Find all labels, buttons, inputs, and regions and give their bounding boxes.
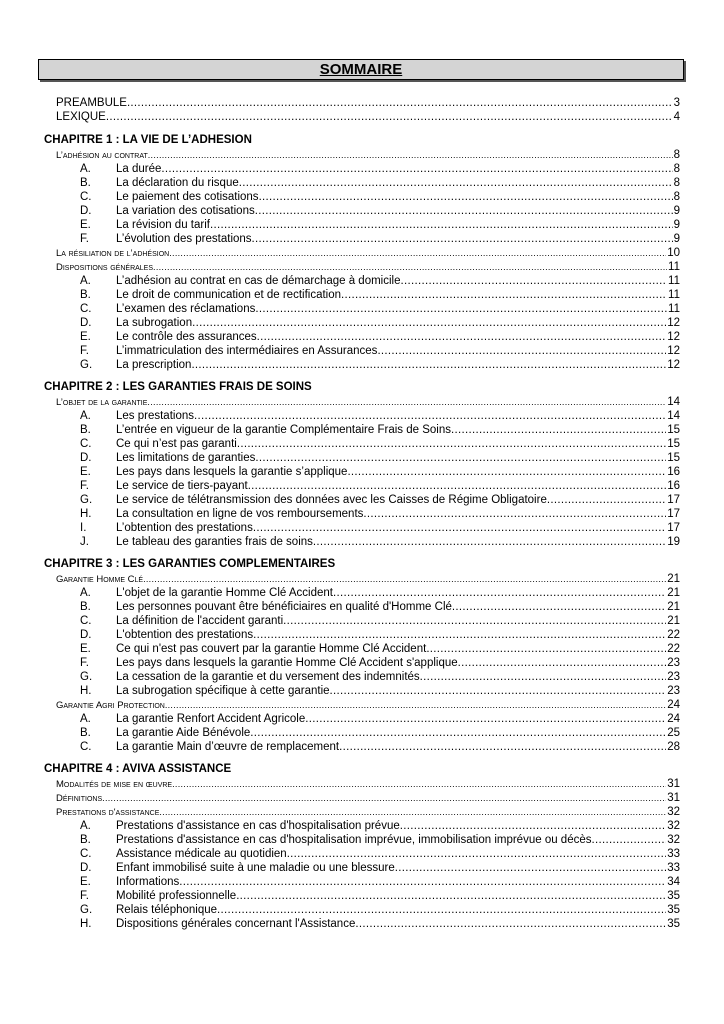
dot-leader (341, 289, 667, 303)
toc-page-number: 23 (667, 656, 680, 669)
dot-leader (255, 452, 666, 466)
toc-label: Les prestations (116, 409, 194, 422)
chapter-heading: CHAPITRE 1 : LA VIE DE L’ADHESION (44, 134, 252, 146)
toc-page-number: 22 (667, 642, 680, 655)
dot-leader (127, 97, 673, 111)
toc-item-letter: A. (80, 586, 91, 599)
toc-label: Le paiement des cotisations (116, 190, 259, 203)
toc-page-number: 8 (673, 176, 680, 189)
toc-label: Dispositions générales (56, 261, 154, 273)
toc-page-number: 21 (667, 600, 680, 613)
dot-leader (257, 331, 667, 345)
dot-leader (458, 657, 667, 671)
toc-item[interactable] (0, 316, 680, 330)
toc-page-number: 16 (667, 479, 680, 492)
dot-leader (191, 359, 666, 373)
toc-item-letter: I. (80, 521, 87, 534)
toc-label: Les personnes pouvant être bénéficiaires en qualité d'Homme Clé (116, 600, 452, 613)
toc-section[interactable] (0, 572, 680, 586)
toc-item[interactable] (0, 274, 680, 288)
toc-item-letter: F. (80, 479, 89, 492)
dot-leader (172, 778, 666, 792)
toc-section[interactable] (0, 805, 680, 819)
toc-label: L’examen des réclamations (116, 302, 256, 315)
dot-leader (106, 111, 673, 125)
toc-label: La durée (116, 162, 162, 175)
toc-section[interactable] (0, 698, 680, 712)
toc-item-letter: E. (80, 642, 91, 655)
toc-page-number: 12 (667, 330, 680, 343)
dot-leader (347, 466, 666, 480)
dot-leader (255, 303, 667, 317)
toc-item-letter: B. (80, 833, 91, 846)
toc-section[interactable] (0, 148, 680, 162)
toc-page-number: 9 (673, 232, 680, 245)
toc-label: La garantie Main d’œuvre de remplacement (116, 740, 340, 753)
toc-label: Les pays dans lesquels la garantie s’applique (116, 465, 348, 478)
dot-leader (547, 494, 666, 508)
toc-label: La cessation de la garantie et du versement des indemnités (116, 670, 420, 683)
toc-item[interactable] (0, 493, 680, 507)
dot-leader (239, 177, 673, 191)
toc-page-number: 17 (667, 521, 680, 534)
dot-leader (305, 713, 666, 727)
toc-item-letter: C. (80, 614, 92, 627)
toc-label: L’entrée en vigueur de la garantie Complémentaire Frais de Soins (116, 423, 451, 436)
toc-item[interactable] (0, 423, 680, 437)
toc-item-letter: H. (80, 684, 92, 697)
toc-label: Modalités de mise en œuvre (56, 778, 173, 790)
toc-item-letter: G. (80, 358, 93, 371)
toc-item[interactable] (0, 358, 680, 372)
chapter-heading: CHAPITRE 3 : LES GARANTIES COMPLEMENTAIRES (44, 558, 336, 570)
dot-leader (333, 587, 666, 601)
dot-leader (237, 438, 666, 452)
toc-label: La consultation en ligne de vos remboursements (116, 507, 364, 520)
dot-leader (451, 424, 666, 438)
toc-section[interactable] (0, 260, 680, 274)
toc-label: L’obtention des prestations (116, 521, 253, 534)
toc-item-letter: D. (80, 861, 92, 874)
toc-page-number: 3 (673, 96, 680, 109)
page-title: SOMMAIRE (319, 61, 403, 78)
toc-item-letter: J. (80, 535, 89, 548)
toc-label: La déclaration du risque (116, 176, 239, 189)
toc-label: Prestations d'assistance en cas d'hospitalisation imprévue, immobilisation imprévue ou décès (116, 833, 592, 846)
dot-leader (165, 699, 666, 713)
toc-item-letter: E. (80, 218, 91, 231)
toc-page-number: 9 (673, 204, 680, 217)
dot-leader (363, 508, 666, 522)
toc-item-letter: E. (80, 875, 91, 888)
toc-item[interactable] (0, 204, 680, 218)
toc-item-letter: F. (80, 656, 89, 669)
toc-item-letter: G. (80, 670, 93, 683)
toc-label: Garantie Homme Clé (56, 573, 144, 585)
dot-leader (452, 601, 666, 615)
toc-page-number: 9 (673, 218, 680, 231)
toc-item[interactable] (0, 875, 680, 889)
dot-leader (255, 205, 673, 219)
toc-page-number: 17 (667, 507, 680, 520)
toc-item-letter: C. (80, 302, 92, 315)
toc-item-letter: D. (80, 316, 92, 329)
toc-label: La révision du tarif (116, 218, 210, 231)
toc-item[interactable] (0, 600, 680, 614)
dot-leader (250, 727, 666, 741)
dot-leader (426, 643, 666, 657)
toc-label: Mobilité professionnelle (116, 889, 237, 902)
dot-leader (283, 615, 666, 629)
toc-page-number: 35 (667, 889, 680, 902)
toc-page-number: 8 (673, 162, 680, 175)
toc-item[interactable] (0, 437, 680, 451)
toc-item[interactable] (0, 176, 680, 190)
toc-item[interactable] (0, 586, 680, 600)
toc-page-number: 4 (673, 110, 680, 123)
toc-page-number: 33 (667, 861, 680, 874)
toc-page-number: 22 (667, 628, 680, 641)
toc-item[interactable] (0, 162, 680, 176)
toc-page-number: 21 (667, 572, 680, 585)
toc-page-number: 14 (667, 409, 680, 422)
toc-item[interactable] (0, 190, 680, 204)
toc-item-letter: E. (80, 330, 91, 343)
toc-page-number: 31 (667, 791, 680, 804)
dot-leader (287, 848, 667, 862)
toc-item[interactable] (0, 330, 680, 344)
toc-label: Garantie Agri Protection (56, 699, 165, 711)
dot-leader (159, 806, 666, 820)
toc-item[interactable] (0, 535, 680, 549)
toc-label: Assistance médicale au quotidien (116, 847, 287, 860)
toc-item[interactable] (0, 917, 680, 931)
toc-item-letter: D. (80, 204, 92, 217)
toc-item[interactable] (0, 614, 680, 628)
toc-entry[interactable] (0, 110, 680, 124)
toc-label: La garantie Aide Bénévole (116, 726, 251, 739)
toc-label: L’immatriculation des intermédiaires en Assurances (116, 344, 378, 357)
toc-item[interactable] (0, 833, 680, 847)
toc-item-letter: B. (80, 600, 91, 613)
toc-item[interactable] (0, 507, 680, 521)
toc-label: L’adhésion au contrat en cas de démarchage à domicile (116, 274, 401, 287)
toc-section[interactable] (0, 246, 680, 260)
title-box (38, 59, 684, 80)
dot-leader (210, 219, 673, 233)
dot-leader (395, 862, 666, 876)
dot-leader (592, 834, 667, 848)
toc-item-letter: F. (80, 344, 89, 357)
toc-page-number: 19 (667, 535, 680, 548)
toc-label: Ce qui n’est pas garanti (116, 437, 237, 450)
toc-page-number: 14 (667, 395, 680, 408)
toc-item[interactable] (0, 344, 680, 358)
toc-item-letter: D. (80, 451, 92, 464)
toc-label: Les pays dans lesquels la garantie Homme Clé Accident s'applique (116, 656, 458, 669)
toc-page-number: 8 (673, 190, 680, 203)
toc-item[interactable] (0, 288, 680, 302)
chapter-heading: CHAPITRE 4 : AVIVA ASSISTANCE (44, 763, 232, 775)
toc-label: La définition de l'accident garanti (116, 614, 284, 627)
toc-label: LEXIQUE (56, 110, 106, 123)
toc-item-letter: B. (80, 288, 91, 301)
toc-item-letter: B. (80, 423, 91, 436)
toc-item[interactable] (0, 861, 680, 875)
toc-page-number: 15 (667, 451, 680, 464)
dot-leader (153, 261, 667, 275)
toc-label: La garantie Renfort Accident Agricole (116, 712, 306, 725)
toc-page-number: 24 (667, 712, 680, 725)
toc-item-letter: A. (80, 819, 91, 832)
toc-label: PREAMBULE (56, 96, 127, 109)
toc-page-number: 31 (667, 777, 680, 790)
toc-page-number: 35 (667, 903, 680, 916)
toc-item-letter: D. (80, 628, 92, 641)
dot-leader (194, 410, 666, 424)
toc-item[interactable] (0, 903, 680, 917)
toc-page-number: 11 (668, 274, 680, 287)
toc-item-letter: C. (80, 847, 92, 860)
toc-page-number: 12 (667, 344, 680, 357)
toc-item[interactable] (0, 451, 680, 465)
toc-label: L’évolution des prestations (116, 232, 252, 245)
toc-page-number: 32 (667, 819, 680, 832)
dot-leader (253, 522, 666, 536)
toc-item[interactable] (0, 726, 680, 740)
dot-leader (147, 396, 666, 410)
dot-leader (169, 247, 666, 261)
table-of-contents (0, 96, 724, 931)
dot-leader (248, 480, 667, 494)
toc-item-letter: F. (80, 232, 89, 245)
toc-label: Prestations d'assistance en cas d'hospitalisation prévue (116, 819, 400, 832)
toc-page-number: 12 (667, 358, 680, 371)
toc-item[interactable] (0, 302, 680, 316)
toc-item[interactable] (0, 642, 680, 656)
toc-section[interactable] (0, 791, 680, 805)
toc-label: Définitions (56, 792, 103, 804)
dot-leader (339, 741, 666, 755)
toc-label: Prestations d'assistance (56, 806, 160, 818)
toc-page-number: 32 (667, 833, 680, 846)
toc-item-letter: G. (80, 493, 93, 506)
toc-section[interactable] (0, 777, 680, 791)
toc-label: Le tableau des garanties frais de soins (116, 535, 313, 548)
toc-label: Le service de télétransmission des données avec les Caisses de Régime Obligatoire (116, 493, 547, 506)
toc-page-number: 23 (667, 670, 680, 683)
dot-leader (420, 671, 667, 685)
dot-leader (259, 191, 673, 205)
toc-label: Le service de tiers-payant (116, 479, 248, 492)
toc-label: L'obtention des prestations (116, 628, 254, 641)
toc-item-letter: H. (80, 917, 92, 930)
toc-page-number: 25 (667, 726, 680, 739)
toc-page-number: 33 (667, 847, 680, 860)
toc-page-number: 21 (667, 586, 680, 599)
toc-label: Les limitations de garanties (116, 451, 256, 464)
toc-item-letter: G. (80, 903, 93, 916)
toc-label: L’objet de la garantie (56, 396, 148, 408)
toc-page-number: 21 (667, 614, 680, 627)
toc-page-number: 34 (667, 875, 680, 888)
toc-item-letter: B. (80, 726, 91, 739)
toc-item[interactable] (0, 712, 680, 726)
toc-item[interactable] (0, 409, 680, 423)
dot-leader (236, 890, 666, 904)
toc-item-letter: F. (80, 889, 89, 902)
toc-page-number: 24 (667, 698, 680, 711)
dot-leader (252, 233, 673, 247)
toc-label: La variation des cotisations (116, 204, 255, 217)
toc-page-number: 15 (667, 423, 680, 436)
toc-item-letter: C. (80, 437, 92, 450)
toc-item-letter: E. (80, 465, 91, 478)
toc-item[interactable] (0, 670, 680, 684)
toc-page-number: 15 (667, 437, 680, 450)
toc-item[interactable] (0, 479, 680, 493)
toc-page-number: 17 (667, 493, 680, 506)
dot-leader (179, 876, 666, 890)
toc-label: Relais téléphonique (116, 903, 218, 916)
toc-page-number: 23 (667, 684, 680, 697)
toc-label: Le droit de communication et de rectification (116, 288, 342, 301)
toc-page-number: 32 (667, 805, 680, 818)
dot-leader (253, 629, 666, 643)
toc-page-number: 11 (668, 288, 680, 301)
toc-item-letter: B. (80, 176, 91, 189)
toc-item-letter: A. (80, 712, 91, 725)
toc-item-letter: C. (80, 740, 92, 753)
toc-label: Enfant immobilisé suite à une maladie ou une blessure (116, 861, 395, 874)
dot-leader (355, 918, 666, 932)
toc-page-number: 28 (667, 740, 680, 753)
toc-label: L’adhésion au contrat (56, 149, 148, 161)
toc-label: L'objet de la garantie Homme Clé Accident (116, 586, 333, 599)
toc-item[interactable] (0, 465, 680, 479)
toc-label: La prescription (116, 358, 192, 371)
dot-leader (192, 317, 666, 331)
toc-item[interactable] (0, 521, 680, 535)
toc-label: Ce qui n'est pas couvert par la garantie Homme Clé Accident (116, 642, 427, 655)
toc-page-number: 35 (667, 917, 680, 930)
toc-page-number: 12 (667, 316, 680, 329)
dot-leader (400, 820, 666, 834)
toc-item[interactable] (0, 628, 680, 642)
toc-page-number: 16 (667, 465, 680, 478)
dot-leader (143, 573, 666, 587)
toc-label: La résiliation de l’adhésion (56, 247, 170, 259)
toc-item[interactable] (0, 847, 680, 861)
toc-page-number: 8 (673, 148, 680, 161)
toc-item[interactable] (0, 819, 680, 833)
toc-page-number: 10 (667, 246, 680, 259)
toc-label: Informations (116, 875, 180, 888)
toc-item-letter: A. (80, 274, 91, 287)
toc-item[interactable] (0, 232, 680, 246)
dot-leader (377, 345, 666, 359)
toc-page-number: 11 (668, 302, 680, 315)
toc-section[interactable] (0, 395, 680, 409)
toc-label: La subrogation (116, 316, 193, 329)
dot-leader (401, 275, 668, 289)
toc-label: Le contrôle des assurances (116, 330, 257, 343)
toc-label: La subrogation spécifique à cette garantie (116, 684, 330, 697)
toc-item[interactable] (0, 656, 680, 670)
toc-item-letter: H. (80, 507, 92, 520)
toc-page-number: 11 (668, 260, 680, 273)
toc-entry[interactable] (0, 96, 680, 110)
toc-label: Dispositions générales concernant l'Assistance (116, 917, 356, 930)
toc-item-letter: A. (80, 162, 91, 175)
dot-leader (102, 792, 666, 806)
toc-item[interactable] (0, 684, 680, 698)
toc-item-letter: A. (80, 409, 91, 422)
dot-leader (313, 536, 666, 550)
dot-leader (161, 163, 672, 177)
chapter-heading: CHAPITRE 2 : LES GARANTIES FRAIS DE SOINS (44, 381, 312, 393)
toc-item[interactable] (0, 740, 680, 754)
dot-leader (148, 149, 673, 163)
dot-leader (330, 685, 667, 699)
toc-item[interactable] (0, 218, 680, 232)
toc-item-letter: C. (80, 190, 92, 203)
toc-item[interactable] (0, 889, 680, 903)
dot-leader (217, 904, 666, 918)
